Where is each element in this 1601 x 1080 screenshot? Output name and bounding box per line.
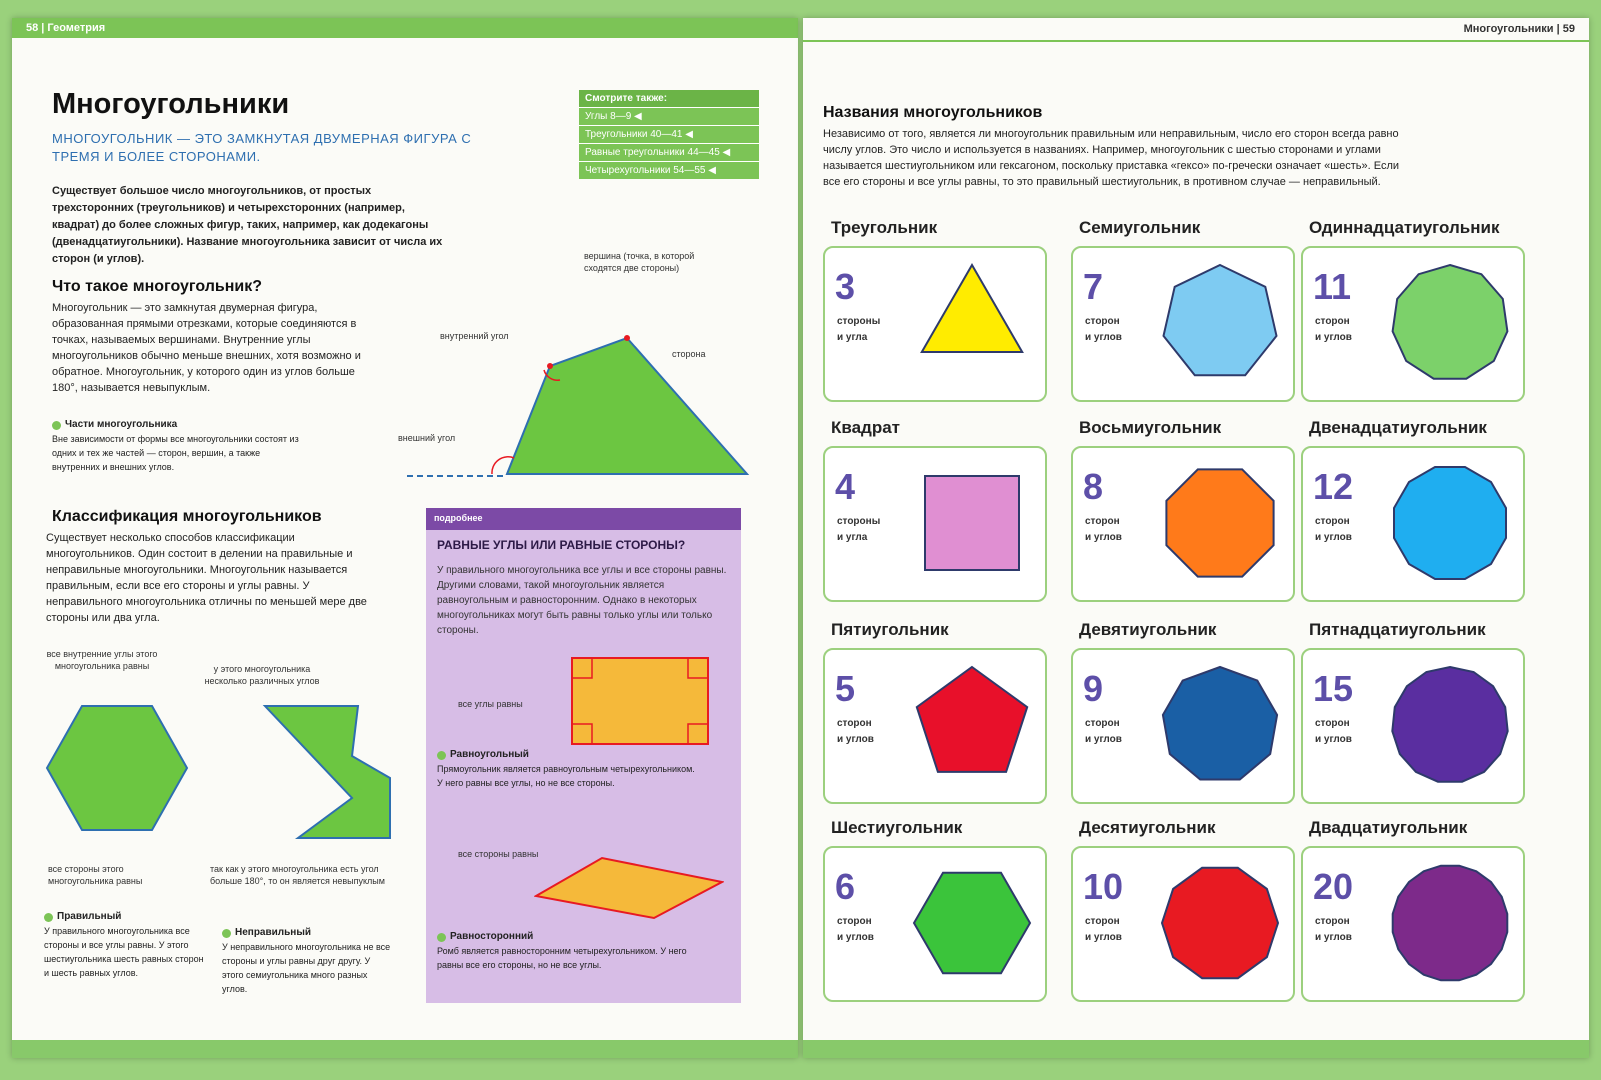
polygon-number: 11: [1313, 266, 1352, 307]
what-heading: Что такое многоугольник?: [52, 278, 263, 295]
equilateral-section: [437, 930, 697, 972]
page-title: Многоугольники: [52, 88, 290, 120]
polygon-name: Пятнадцатиугольник: [1309, 620, 1486, 639]
polygon-name: Девятиугольник: [1079, 620, 1217, 639]
polygon-card: [1301, 648, 1525, 804]
polygon-name: Двадцатиугольник: [1309, 818, 1468, 837]
polygon-shape: [1385, 858, 1515, 988]
left-header: [12, 18, 798, 38]
polygon-units: сторон и углов: [1315, 516, 1352, 543]
hexagon-top-label: все внутренние углы этого многоугольника равны: [46, 649, 158, 671]
classification-text: Существует несколько способов классификации многоугольников. Один состоит в делении на правильные и неправильные многоугольники. Многоугольник называется правильным, если все его стороны и углы равны. У неправильного многоугольника отличны по меньшей мере две стороны или два угла.: [46, 532, 367, 624]
polygon-number: 4: [835, 466, 856, 507]
polygon-name: Шестиугольник: [831, 818, 963, 837]
intro-definition: МНОГОУГОЛЬНИК — ЭТО ЗАМКНУТАЯ ДВУМЕРНАЯ ФИГУРА С ТРЕМЯ И БОЛЕЕ СТОРОНАМИ.: [52, 131, 472, 164]
what-text: Многоугольник — это замкнутая двумерная фигура, образованная прямыми отрезками, которые соединяются в точках, называемых вершинами. Внутренние углы многоугольников обычно меньше внешних, хотя возможно и обратное. Многоугольник, у которого один из углов больше 180°, называется невыпуклым.: [52, 302, 361, 394]
polygon-units: сторон и углов: [1085, 718, 1122, 745]
polygon-shape: [1155, 458, 1285, 588]
side-label: сторона: [672, 349, 706, 359]
polygon-number: 8: [1083, 466, 1104, 507]
polygon-card: [1071, 446, 1295, 602]
polygon-name: Двенадцатиугольник: [1309, 418, 1487, 437]
polygon-card: [1301, 446, 1525, 602]
polygon-card: [1301, 846, 1525, 1002]
polygon-name: Восьмиугольник: [1079, 418, 1222, 437]
parts-text: Вне зависимости от формы все многоугольники состоят из одних и тех же частей — сторон, вершин, а также внутренних и внешних углов.: [52, 434, 299, 472]
polygon-shape: [907, 858, 1037, 988]
see-also-box: [579, 90, 759, 179]
intro-text: Существует большое число многоугольников, от простых трехсторонних (треугольников) и четырехсторонних (например, квадрат) до более сложных фигур, таких, например, как додекагоны (двенадцатиугольники). Название многоугольника зависит от числа их сторон (и углов).: [52, 185, 443, 265]
polygon-card: [1071, 246, 1295, 402]
polygon-card: [823, 846, 1047, 1002]
polygon-units: сторон и углов: [1085, 316, 1122, 343]
parts-title: Части многоугольника: [65, 419, 178, 430]
names-intro: Независимо от того, является ли многоугольник правильным или неправильным, число его сторон всегда равно числу углов. Это число и используется в названиях. Например, многоугольник с шестью сторонами и углами называется шестиугольником или гексагоном, поскольку приставка «гексо» по-гречески означает «шесть». Если все его стороны и все углы равны, то это правильный шестиугольник, в противном случае — неправильный.: [823, 128, 1400, 188]
polygon-shape: [1385, 258, 1515, 388]
polygon-name: Семиугольник: [1079, 218, 1201, 237]
angles-equal-label: все углы равны: [458, 699, 523, 709]
regular-section: [44, 910, 209, 980]
polygon-units: стороны и угла: [837, 316, 881, 343]
equilateral-text: Ромб является равносторонним четырехугольником. У него равны все его стороны, но не все углы.: [437, 946, 687, 970]
polygon-units: сторон и углов: [837, 916, 874, 943]
polygon-card: [1071, 648, 1295, 804]
right-header-text: Многоугольники | 59: [1463, 23, 1575, 35]
sides-equal-label: все стороны равны: [458, 849, 539, 859]
polygon-name: Одиннадцатиугольник: [1309, 218, 1500, 237]
bullet-icon: [44, 913, 53, 922]
see-also-link[interactable]: Треугольники 40—41 ◀: [579, 125, 759, 143]
polygon-parts-diagram: [402, 318, 762, 488]
more-title: РАВНЫЕ УГЛЫ ИЛИ РАВНЫЕ СТОРОНЫ?: [437, 538, 686, 552]
see-also-title: Смотрите также:: [579, 90, 759, 107]
bullet-icon: [222, 929, 231, 938]
right-header: [803, 18, 1589, 42]
regular-text: У правильного многоугольника все стороны и все углы равны. У этого шестиугольника шесть равных сторон и шесть равных углов.: [44, 926, 204, 978]
see-also-link[interactable]: Углы 8—9 ◀: [579, 107, 759, 125]
polygon-units: сторон и углов: [1085, 916, 1122, 943]
bullet-icon: [52, 421, 61, 430]
polygon-shape: [1385, 660, 1515, 790]
polygon-number: 9: [1083, 668, 1104, 709]
equiangular-section: [437, 748, 697, 790]
polygon-number: 6: [835, 866, 856, 907]
more-tab: [426, 508, 741, 530]
bullet-icon: [437, 751, 446, 760]
polygon-shape: [1155, 258, 1285, 388]
polygon-units: сторон и углов: [1085, 516, 1122, 543]
polygon-number: 20: [1313, 866, 1354, 907]
polygon-number: 10: [1083, 866, 1124, 907]
parts-section: [52, 418, 302, 474]
more-tab-label: подробнее: [434, 513, 483, 523]
polygon-card: [1301, 246, 1525, 402]
bullet-icon: [437, 933, 446, 942]
hexagon-bottom-label: все стороны этого многоугольника равны: [48, 864, 143, 886]
rhombus-diagram: [534, 856, 724, 922]
polygon-name: Квадрат: [831, 418, 901, 437]
polygon-units: сторон и углов: [837, 718, 874, 745]
ruler-strip: [803, 1040, 1589, 1058]
regular-hexagon-diagram: [42, 698, 192, 838]
equiangular-title: Равноугольный: [450, 749, 529, 760]
irregular-section: [222, 926, 392, 996]
irregular-bottom-label: так как у этого многоугольника есть угол больше 180°, то он является невыпуклым: [210, 864, 385, 886]
polygon-shape: [1155, 858, 1285, 988]
polygon-units: сторон и углов: [1315, 316, 1352, 343]
polygon-card: [823, 246, 1047, 402]
right-page: [803, 18, 1589, 1058]
left-header-text: 58 | Геометрия: [26, 22, 106, 34]
polygon-number: 7: [1083, 266, 1104, 307]
polygon-shape: [1155, 660, 1285, 790]
classification-heading: Классификация многоугольников: [52, 508, 322, 525]
vertex-label: вершина (точка, в которой сходятся две стороны): [584, 251, 695, 273]
polygon-number: 5: [835, 668, 856, 709]
polygon-card: [823, 648, 1047, 804]
polygon-shape: [907, 258, 1037, 388]
polygon-number: 3: [835, 266, 856, 307]
irregular-text: У неправильного многоугольника не все стороны и углы равны друг другу. У этого семиугольника много разных углов.: [222, 942, 391, 994]
irregular-top-label: у этого многоугольника несколько различных углов: [204, 664, 320, 686]
irregular-polygon-diagram: [260, 688, 400, 848]
regular-title: Правильный: [57, 911, 122, 922]
polygon-name: Десятиугольник: [1079, 818, 1216, 837]
names-heading: Названия многоугольников: [823, 104, 1043, 121]
polygon-name: Пятиугольник: [831, 620, 949, 639]
more-text: У правильного многоугольника все углы и все стороны равны. Другими словами, такой многоугольник является равноугольным и равносторонним. Однако в некоторых многоугольниках могут быть равны только углы или только стороны.: [437, 565, 727, 636]
polygon-shape: [907, 458, 1037, 588]
see-also-link[interactable]: Четырехугольники 54—55 ◀: [579, 161, 759, 179]
polygon-card: [823, 446, 1047, 602]
equiangular-text: Прямоугольник является равноугольным четырехугольником. У него равны все углы, но не все стороны.: [437, 764, 695, 788]
polygon-units: сторон и углов: [1315, 718, 1352, 745]
polygon-name: Треугольник: [831, 218, 938, 237]
inner-angle-label: внутренний угол: [440, 331, 509, 341]
polygon-shape: [907, 660, 1037, 790]
left-page: [12, 18, 798, 1058]
polygon-card: [1071, 846, 1295, 1002]
polygon-units: стороны и угла: [837, 516, 881, 543]
polygon-number: 15: [1313, 668, 1354, 709]
equilateral-title: Равносторонний: [450, 931, 534, 942]
polygon-shape: [1385, 458, 1515, 588]
rectangle-diagram: [570, 656, 710, 748]
polygon-number: 12: [1313, 466, 1354, 507]
irregular-title: Неправильный: [235, 927, 312, 938]
see-also-link[interactable]: Равные треугольники 44—45 ◀: [579, 143, 759, 161]
outer-angle-label: внешний угол: [398, 433, 456, 443]
polygon-units: сторон и углов: [1315, 916, 1352, 943]
ruler-strip: [12, 1040, 798, 1058]
